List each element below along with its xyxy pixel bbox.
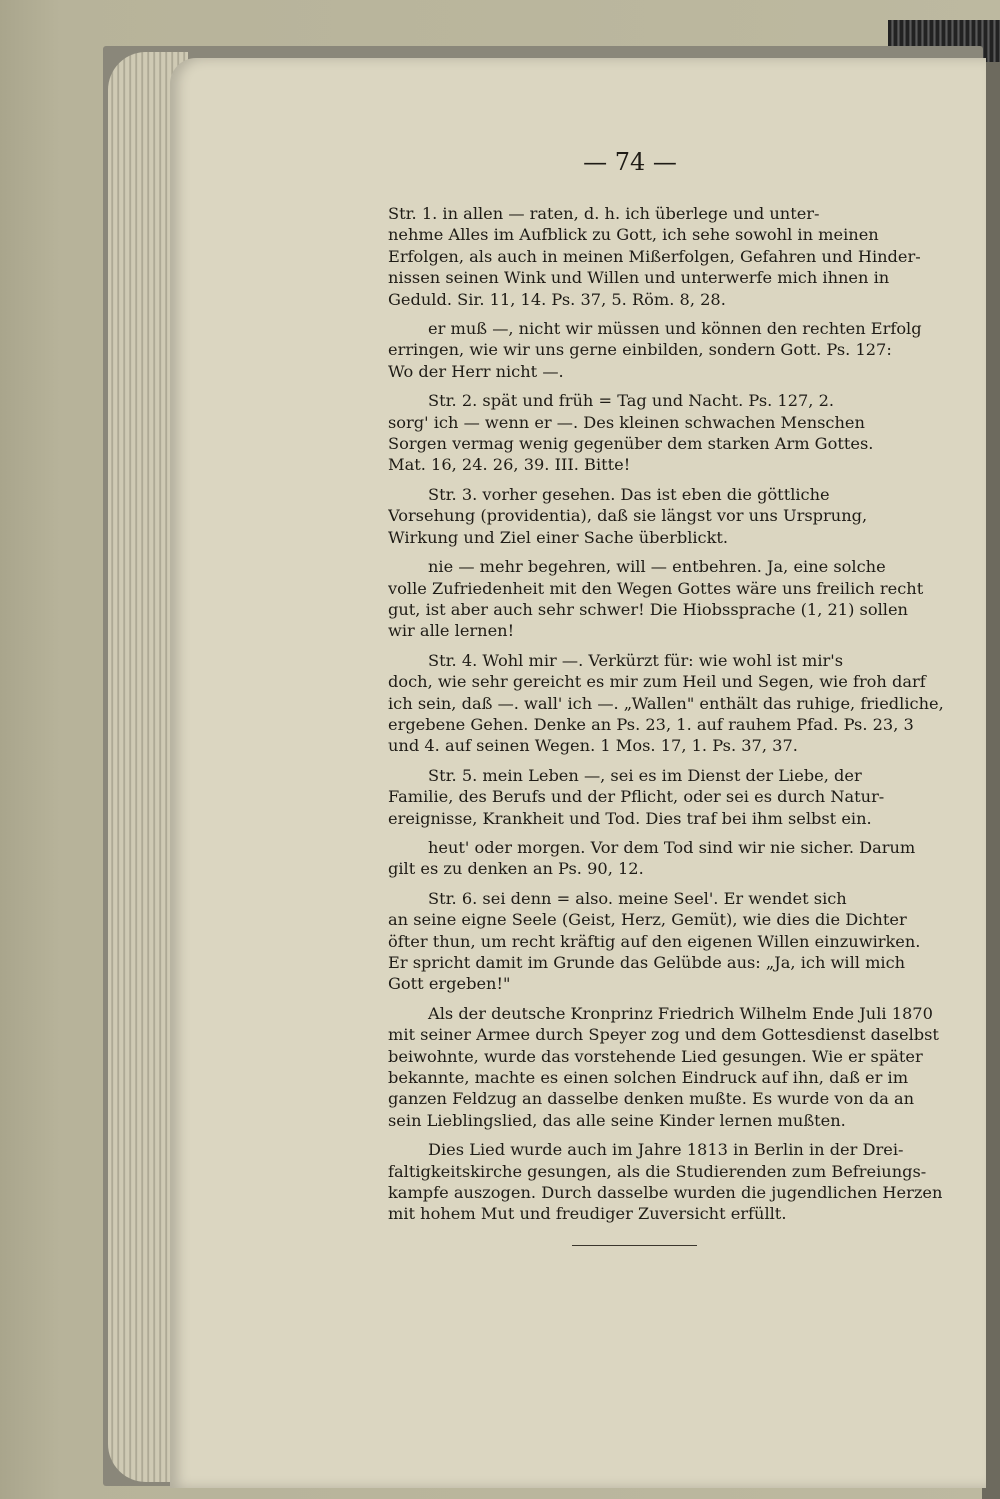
text-line: nissen seinen Wink und Willen und unterwerfe mich ihnen in bbox=[388, 268, 890, 288]
text-line: beiwohnte, wurde das vorstehende Lied gesungen. Wie er später bbox=[388, 1046, 923, 1066]
closing-rule bbox=[572, 1245, 697, 1246]
text-line: Sorgen vermag wenig gegenüber dem starken Arm Gottes. bbox=[388, 434, 874, 454]
text-line: bekannte, machte es einen solchen Eindruck auf ihn, daß er im bbox=[388, 1068, 909, 1088]
text-line: an seine eigne Seele (Geist, Herz, Gemüt), wie dies die Dichter bbox=[388, 910, 907, 930]
text-line: erringen, wie wir uns gerne einbilden, sondern Gott. Ps. 127: bbox=[388, 340, 892, 360]
paragraph bbox=[388, 1139, 964, 1225]
text-line: er muß —, nicht wir müssen und können den rechten Erfolg bbox=[428, 319, 922, 339]
page-text-body bbox=[388, 203, 964, 1233]
paragraph bbox=[388, 837, 964, 880]
text-line: ich sein, daß —. wall' ich —. „Wallen" enthält das ruhige, friedliche, bbox=[388, 693, 944, 713]
text-line: sein Lieblingslied, das alle seine Kinder lernen mußten. bbox=[388, 1110, 846, 1130]
text-line: sorg' ich — wenn er —. Des kleinen schwachen Menschen bbox=[388, 412, 865, 432]
text-line: Str. 1. in allen — raten, d. h. ich überlege und unter- bbox=[388, 204, 820, 223]
text-line: volle Zufriedenheit mit den Wegen Gottes wäre uns freilich recht bbox=[388, 578, 924, 598]
paragraph bbox=[388, 1003, 964, 1131]
text-line: kampfe auszogen. Durch dasselbe wurden die jugendlichen Herzen bbox=[388, 1183, 943, 1203]
text-line: Als der deutsche Kronprinz Friedrich Wilhelm Ende Juli 1870 bbox=[428, 1003, 933, 1023]
text-line: Wirkung und Ziel einer Sache überblickt. bbox=[388, 527, 729, 547]
paragraph bbox=[388, 888, 964, 995]
text-line: Str. 5. mein Leben —, sei es im Dienst der Liebe, der bbox=[428, 765, 862, 785]
text-line: Wo der Herr nicht —. bbox=[388, 361, 564, 381]
paragraph bbox=[388, 390, 964, 476]
text-line: Er spricht damit im Grunde das Gelübde aus: „Ja, ich will mich bbox=[388, 953, 906, 972]
text-line: Erfolgen, als auch in meinen Mißerfolgen, Gefahren und Hinder- bbox=[388, 246, 921, 266]
paragraph bbox=[388, 556, 964, 642]
text-line: Str. 3. vorher gesehen. Das ist eben die göttliche bbox=[428, 484, 830, 504]
text-line: wir alle lernen! bbox=[388, 621, 515, 641]
text-line: Gott ergeben!" bbox=[388, 974, 511, 994]
text-line: Familie, des Berufs und der Pflicht, oder sei es durch Natur- bbox=[388, 787, 885, 807]
text-line: faltigkeitskirche gesungen, als die Studierenden zum Befreiungs- bbox=[388, 1161, 927, 1181]
text-line: ereignisse, Krankheit und Tod. Dies traf bei ihm selbst ein. bbox=[388, 808, 872, 828]
text-line: gut, ist aber auch sehr schwer! Die Hiobssprache (1, 21) sollen bbox=[388, 599, 908, 619]
text-line: und 4. auf seinen Wegen. 1 Mos. 17, 1. Ps. 37, 37. bbox=[388, 736, 798, 756]
text-line: Vorsehung (providentia), daß sie längst vor uns Ursprung, bbox=[388, 506, 868, 526]
paragraph bbox=[388, 650, 964, 757]
paragraph bbox=[388, 318, 964, 382]
text-line: ganzen Feldzug an dasselbe denken mußte. Es wurde von da an bbox=[388, 1089, 915, 1109]
text-line: mit hohem Mut und freudiger Zuversicht erfüllt. bbox=[388, 1204, 787, 1224]
text-line: Str. 2. spät und früh = Tag und Nacht. Ps. 127, 2. bbox=[428, 391, 835, 411]
page-number: — 74 — bbox=[583, 148, 677, 176]
text-line: doch, wie sehr gereicht es mir zum Heil und Segen, wie froh darf bbox=[388, 672, 926, 692]
text-line: Geduld. Sir. 11, 14. Ps. 37, 5. Röm. 8, 28. bbox=[388, 289, 726, 309]
text-line: mit seiner Armee durch Speyer zog und dem Gottesdienst daselbst bbox=[388, 1025, 939, 1045]
text-line: nehme Alles im Aufblick zu Gott, ich sehe sowohl in meinen bbox=[388, 225, 879, 245]
text-line: Mat. 16, 24. 26, 39. III. Bitte! bbox=[388, 455, 631, 475]
text-line: Dies Lied wurde auch im Jahre 1813 in Berlin in der Drei- bbox=[428, 1140, 904, 1160]
text-line: öfter thun, um recht kräftig auf den eigenen Willen einzuwirken. bbox=[388, 931, 921, 951]
text-line: gilt es zu denken an Ps. 90, 12. bbox=[388, 859, 644, 879]
text-line: Str. 6. sei denn = also. meine Seel'. Er wendet sich bbox=[428, 888, 847, 908]
paragraph bbox=[388, 765, 964, 829]
text-line: heut' oder morgen. Vor dem Tod sind wir nie sicher. Darum bbox=[428, 837, 916, 857]
text-line: ergebene Gehen. Denke an Ps. 23, 1. auf rauhem Pfad. Ps. 23, 3 bbox=[388, 714, 914, 734]
text-line: Str. 4. Wohl mir —. Verkürzt für: wie wohl ist mir's bbox=[428, 650, 844, 670]
paragraph bbox=[388, 203, 964, 310]
text-line: nie — mehr begehren, will — entbehren. Ja, eine solche bbox=[428, 557, 886, 577]
paragraph bbox=[388, 484, 964, 548]
